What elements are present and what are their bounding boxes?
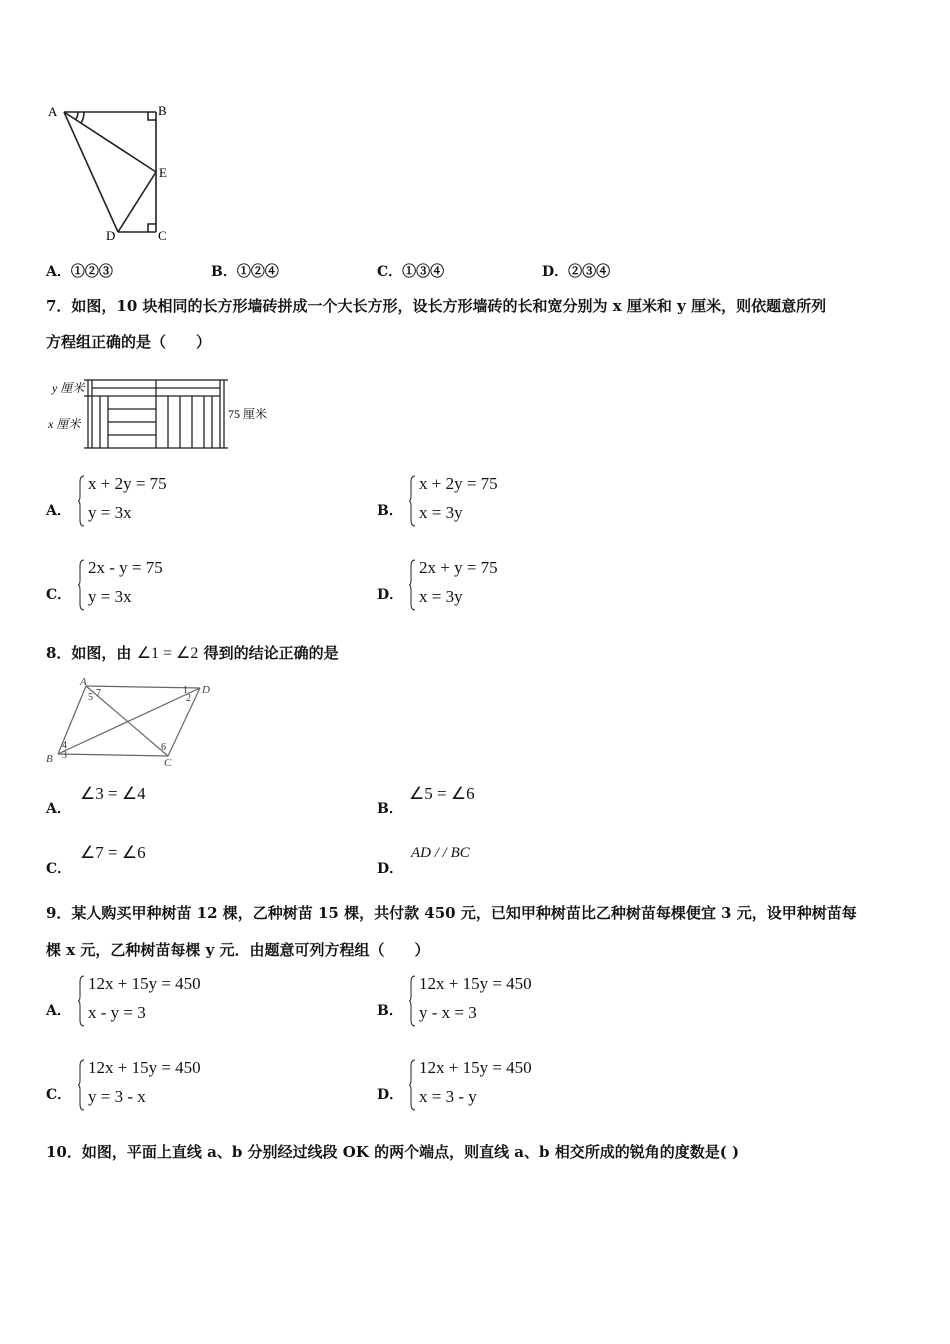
- segment-de: [118, 172, 156, 232]
- q9-text-line1: 9．某人购买甲种树苗 12 棵，乙种树苗 15 棵，共付款 450 元，已知甲种树苗比乙种树苗每棵便宜 3 元，设甲种树苗每: [46, 904, 857, 922]
- angle-arc-a2: [81, 112, 84, 123]
- q7-a-eq2: y = 3x: [88, 503, 132, 522]
- angle-label-5: 5: [88, 692, 93, 703]
- label-c: C: [164, 757, 172, 769]
- q7-option-d-label[interactable]: D．: [377, 587, 404, 603]
- q9-a-eq1: 12x + 15y = 450: [88, 974, 201, 993]
- q9-option-d-system[interactable]: [409, 1058, 579, 1112]
- label-b: B: [46, 753, 53, 765]
- label-c: C: [158, 228, 167, 243]
- q7-b-eq1: x + 2y = 75: [419, 474, 498, 493]
- q9-text-line2: 棵 x 元，乙种树苗每棵 y 元．由题意可列方程组（ ）: [46, 941, 430, 959]
- q8-text-math: ∠1 = ∠2: [136, 645, 199, 662]
- figure-wall-bricks: [44, 370, 268, 452]
- q7-b-eq2: x = 3y: [419, 503, 463, 522]
- angle-label-1: 1: [183, 685, 188, 696]
- segment-bc: [58, 754, 168, 756]
- brace-icon: [78, 474, 84, 522]
- label-d: D: [106, 228, 116, 243]
- label-y-cm: y 厘米: [52, 381, 85, 395]
- q6-option-c[interactable]: C．①③④: [377, 264, 445, 280]
- label-d: D: [202, 684, 210, 696]
- q7-c-eq2: y = 3x: [88, 587, 132, 606]
- label-a: A: [80, 676, 87, 688]
- brace-icon: [409, 558, 415, 606]
- q9-b-eq2: y - x = 3: [419, 1003, 477, 1022]
- angle-label-7: 7: [96, 688, 101, 699]
- q9-option-c-system[interactable]: [78, 1058, 248, 1112]
- q8-text: [46, 643, 339, 664]
- q7-option-a-label[interactable]: A．: [46, 503, 71, 519]
- q8-option-d-label[interactable]: D．: [377, 861, 404, 877]
- angle-arc-a: [76, 112, 78, 119]
- q7-option-c-system[interactable]: [78, 558, 228, 612]
- segment-dc: [168, 688, 200, 756]
- q8-text-pre: 8．如图，由: [46, 644, 132, 662]
- angle-label-2: 2: [186, 693, 191, 704]
- figure-parallelogram-abcd: [40, 676, 220, 771]
- q7-d-eq1: 2x + y = 75: [419, 558, 498, 577]
- brace-icon: [409, 474, 415, 522]
- brace-icon: [78, 558, 84, 606]
- q7-option-b-label[interactable]: B．: [377, 503, 403, 519]
- label-a: A: [48, 104, 58, 119]
- q9-option-d-label[interactable]: D．: [377, 1087, 404, 1103]
- q9-b-eq1: 12x + 15y = 450: [419, 974, 532, 993]
- q9-c-eq2: y = 3 - x: [88, 1087, 146, 1106]
- q8-option-d-value[interactable]: AD / / BC: [411, 845, 470, 861]
- q6-option-d[interactable]: D．②③④: [542, 264, 611, 280]
- brace-icon: [409, 974, 415, 1022]
- diagonal-bd: [58, 688, 200, 754]
- q9-option-a-system[interactable]: [78, 974, 248, 1028]
- q9-a-eq2: x - y = 3: [88, 1003, 146, 1022]
- q8-option-a-value[interactable]: ∠3 = ∠4: [80, 784, 146, 803]
- label-b: B: [158, 103, 167, 118]
- q9-option-c-label[interactable]: C．: [46, 1087, 72, 1103]
- brace-icon: [409, 1058, 415, 1106]
- q6-option-a[interactable]: A．①②③: [46, 264, 113, 280]
- q8-option-a-label[interactable]: A．: [46, 801, 71, 817]
- q9-option-a-label[interactable]: A．: [46, 1003, 71, 1019]
- q8-option-c-value[interactable]: ∠7 = ∠6: [80, 843, 146, 862]
- q7-text-line2: 方程组正确的是（ ）: [46, 333, 212, 351]
- q9-d-eq2: x = 3 - y: [419, 1087, 477, 1106]
- q8-option-b-label[interactable]: B．: [377, 801, 403, 817]
- q7-option-a-system[interactable]: [78, 474, 228, 528]
- q9-d-eq1: 12x + 15y = 450: [419, 1058, 532, 1077]
- q7-text-line1: 7．如图，10 块相同的长方形墙砖拼成一个大长方形，设长方形墙砖的长和宽分别为 x 厘米和 y 厘米，则依题意所列: [46, 297, 827, 315]
- q8-option-c-label[interactable]: C．: [46, 861, 72, 877]
- q9-c-eq1: 12x + 15y = 450: [88, 1058, 201, 1077]
- q8-text-post: 得到的结论正确的是: [203, 644, 339, 662]
- q7-option-d-system[interactable]: [409, 558, 559, 612]
- right-angle-b: [148, 112, 156, 120]
- q6-option-b[interactable]: B．①②④: [211, 264, 279, 280]
- q7-a-eq1: x + 2y = 75: [88, 474, 167, 493]
- q10-text-line1: 10．如图，平面上直线 a、b 分别经过线段 OK 的两个端点，则直线 a、b 相交所成的锐角的度数是( ): [46, 1143, 740, 1161]
- q8-option-b-value[interactable]: ∠5 = ∠6: [409, 784, 475, 803]
- brace-icon: [78, 974, 84, 1022]
- q9-option-b-system[interactable]: [409, 974, 579, 1028]
- label-e: E: [159, 165, 167, 180]
- q7-option-b-system[interactable]: [409, 474, 559, 528]
- q7-d-eq2: x = 3y: [419, 587, 463, 606]
- q7-c-eq1: 2x - y = 75: [88, 558, 163, 577]
- right-angle-c: [148, 224, 156, 232]
- angle-label-4: 4: [62, 740, 67, 751]
- q7-option-c-label[interactable]: C．: [46, 587, 72, 603]
- figure-quadrilateral-abcde: [40, 98, 180, 243]
- label-x-cm: x 厘米: [48, 417, 81, 431]
- label-75-cm: 75 厘米: [228, 407, 268, 421]
- angle-label-3: 3: [62, 750, 67, 761]
- brace-icon: [78, 1058, 84, 1106]
- q9-option-b-label[interactable]: B．: [377, 1003, 403, 1019]
- angle-label-6: 6: [161, 742, 166, 753]
